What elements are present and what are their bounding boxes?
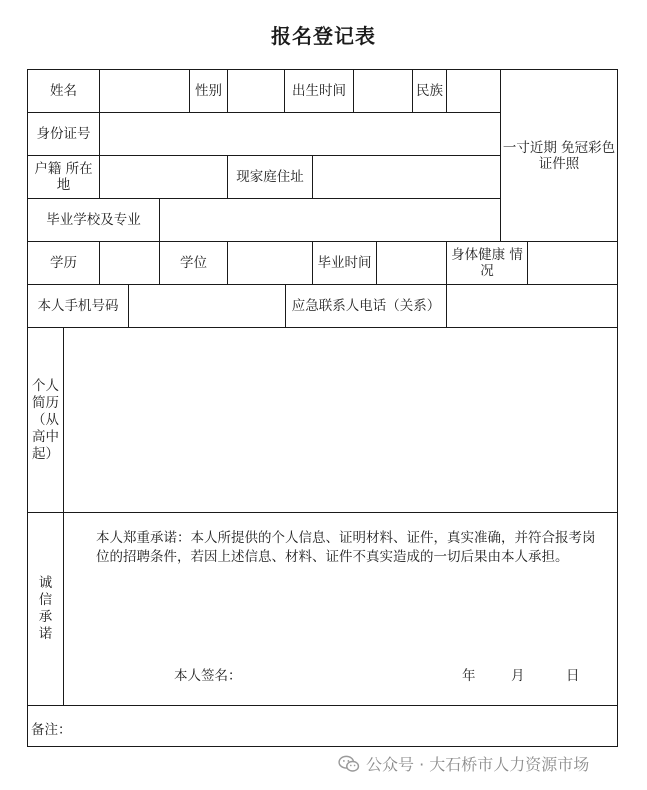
- hukou-label: [27, 155, 100, 199]
- pledge-label-char: 诺: [38, 626, 53, 642]
- day-label: 日: [566, 668, 580, 684]
- resume-field[interactable]: [63, 327, 618, 513]
- pledge-label: [27, 512, 64, 706]
- pledge-label-char: 承: [38, 609, 53, 625]
- wechat-icon: [338, 755, 360, 773]
- year-label: 年: [462, 668, 476, 684]
- school-major-label: 毕业学校及专业: [27, 198, 160, 242]
- health-label: [446, 241, 528, 285]
- resume-label-line: 简历: [32, 394, 59, 411]
- phone-label: 本人手机号码: [27, 284, 129, 328]
- photo-line: 证件照: [538, 155, 580, 172]
- home-address-field[interactable]: [312, 155, 501, 199]
- degree-field[interactable]: [227, 241, 313, 285]
- ethnicity-field[interactable]: [446, 69, 501, 113]
- hukou-field[interactable]: [99, 155, 228, 199]
- id-field[interactable]: [99, 112, 501, 156]
- footer-watermark: [338, 752, 589, 775]
- signature-label: 本人签名：: [174, 668, 242, 684]
- degree-label: 学位: [159, 241, 228, 285]
- resume-label-line: 个人: [32, 377, 59, 394]
- home-address-label: 现家庭住址: [227, 155, 313, 199]
- health-line: 身体健康: [451, 247, 506, 263]
- note-label: 备注：: [31, 722, 72, 738]
- signature-field[interactable]: [244, 660, 444, 684]
- pledge-text-line: 本人郑重承诺：本人所提供的个人信息、证明材料、证件，真实准确，并符合报考岗: [96, 530, 596, 546]
- birth-field[interactable]: [353, 69, 413, 113]
- hukou-line: 户籍: [34, 161, 62, 177]
- resume-label: [27, 327, 64, 513]
- footer-text: 公众号 · 大石桥市人力资源市场: [366, 755, 590, 774]
- photo-line: 免冠彩色: [561, 139, 616, 156]
- photo-box[interactable]: [500, 69, 618, 242]
- pledge-text-line: 位的招聘条件，若因上述信息、材料、证件不真实造成的一切后果由本人承担。: [96, 549, 569, 565]
- name-field[interactable]: [99, 69, 190, 113]
- emergency-contact-field[interactable]: [446, 284, 618, 328]
- name-label: 姓名: [27, 69, 100, 113]
- pledge-label-char: 诚: [38, 575, 53, 591]
- note-field[interactable]: [27, 705, 618, 747]
- health-line: 情况: [480, 247, 523, 279]
- photo-line: 一寸近期: [502, 139, 557, 156]
- phone-field[interactable]: [128, 284, 286, 328]
- education-label: 学历: [27, 241, 100, 285]
- pledge-text: [96, 529, 611, 567]
- school-major-field[interactable]: [159, 198, 501, 242]
- gender-label: 性别: [189, 69, 228, 113]
- pledge-label-char: 信: [38, 592, 53, 608]
- birth-label: 出生时间: [284, 69, 354, 113]
- id-label: 身份证号: [27, 112, 100, 156]
- graduation-time-label: 毕业时间: [312, 241, 377, 285]
- month-label: 月: [511, 668, 525, 684]
- resume-label-line: 高中: [32, 428, 59, 445]
- ethnicity-label: 民族: [412, 69, 447, 113]
- graduation-time-field[interactable]: [376, 241, 447, 285]
- resume-label-line: （从: [32, 411, 59, 428]
- emergency-contact-label: 应急联系人电话（关系）: [285, 284, 447, 328]
- education-field[interactable]: [99, 241, 160, 285]
- gender-field[interactable]: [227, 69, 285, 113]
- resume-label-line: 起）: [32, 445, 59, 462]
- hukou-line: 所在地: [56, 161, 93, 193]
- health-field[interactable]: [527, 241, 618, 285]
- page-title: 报名登记表: [271, 24, 376, 48]
